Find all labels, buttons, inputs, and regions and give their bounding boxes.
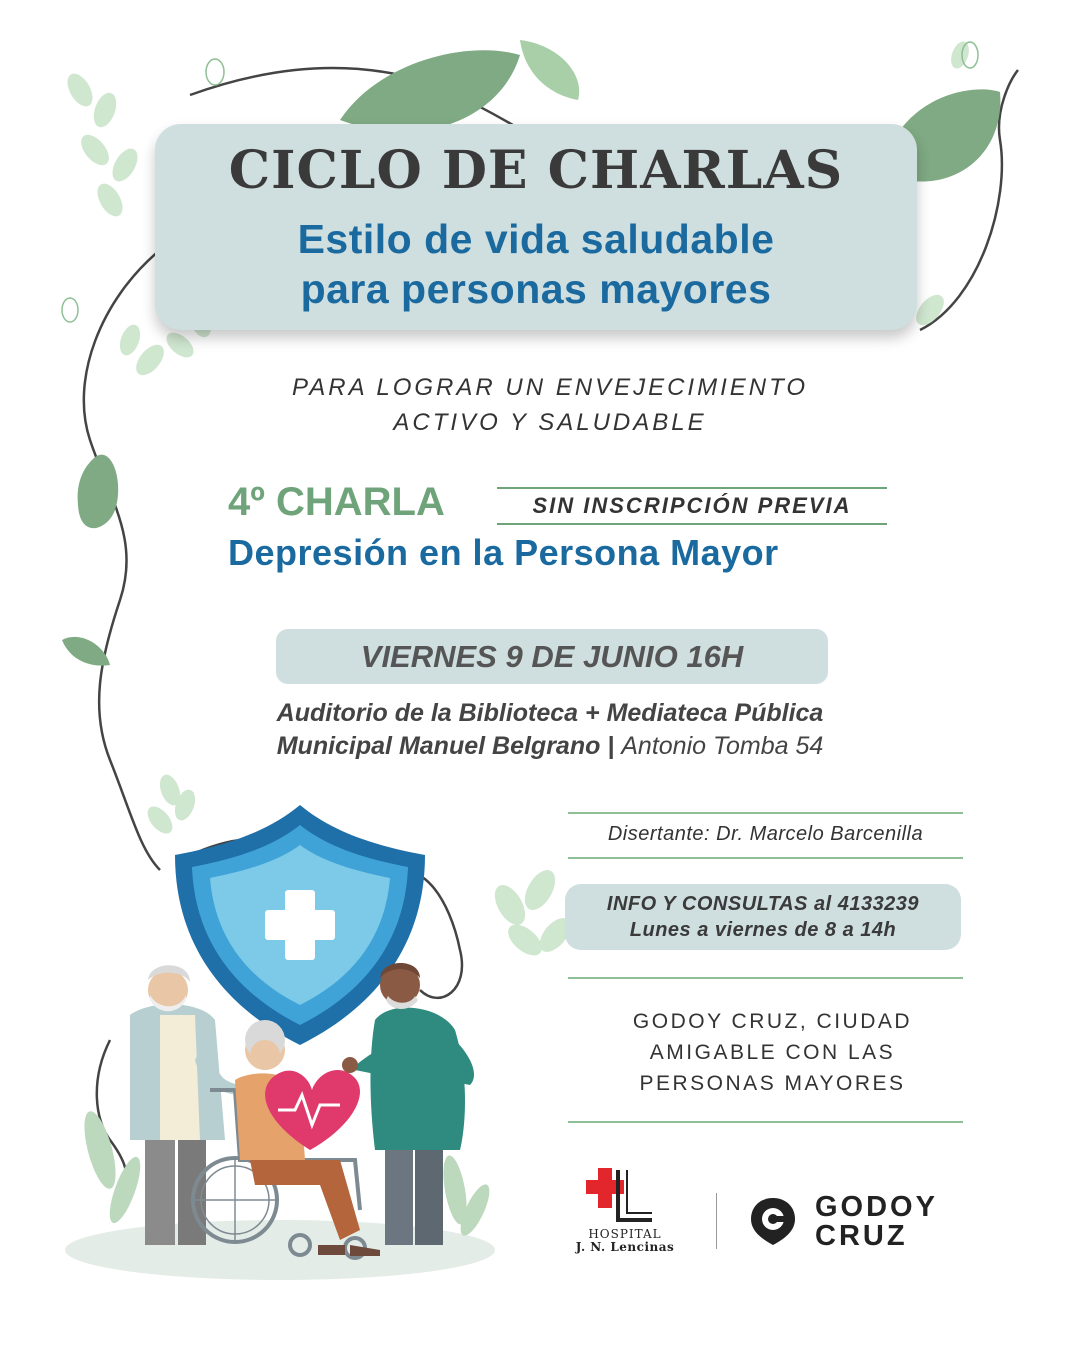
registration-note: SIN INSCRIPCIÓN PREVIA	[497, 487, 887, 525]
subtitle-line: para personas mayores	[300, 266, 772, 312]
elderly-man-left	[130, 965, 245, 1245]
page-title: CICLO DE CHARLAS	[228, 140, 844, 201]
hospital-subname: J. N. Lencinas	[575, 1240, 675, 1254]
leaf-icon	[78, 455, 119, 529]
venue-line	[190, 697, 910, 730]
shield-cross-icon	[175, 805, 425, 1045]
hospital-logo-text	[565, 1228, 685, 1254]
page-subtitle	[155, 214, 917, 314]
leaf-icon	[206, 59, 224, 85]
info-line: Lunes a viernes de 8 a 14h	[629, 919, 897, 941]
leaf-icon	[340, 50, 520, 131]
venue-street: Antonio Tomba 54	[621, 732, 824, 760]
divider	[568, 857, 963, 859]
info-box	[565, 884, 961, 950]
talk-number: 4º CHARLA	[228, 480, 445, 524]
godoy-cruz-logo-text	[815, 1193, 938, 1251]
divider	[568, 977, 963, 979]
hospital-cross-icon	[586, 1168, 666, 1228]
intro-text	[200, 370, 900, 440]
divider	[568, 812, 963, 814]
leaf-icon	[62, 637, 110, 666]
venue-line	[190, 730, 910, 763]
info-line: INFO Y CONSULTAS al 4133239	[606, 893, 920, 915]
godoy-cruz-logo-icon	[748, 1195, 798, 1247]
speaker-label: Disertante: Dr. Marcelo Barcenilla	[607, 823, 924, 845]
venue-address	[190, 697, 910, 763]
leaf-icon	[62, 298, 78, 322]
subtitle-line: Estilo de vida saludable	[297, 216, 775, 262]
closing-line: GODOY CRUZ, CIUDAD	[632, 1010, 913, 1033]
date-badge: VIERNES 9 DE JUNIO 16H	[276, 629, 828, 684]
venue-line1: Auditorio de la Biblioteca + Mediateca Pública	[276, 699, 824, 727]
venue-line2-bold: Municipal Manuel Belgrano |	[276, 732, 622, 760]
leaf-icon	[520, 40, 579, 100]
intro-line: ACTIVO Y SALUDABLE	[393, 409, 707, 436]
closing-line: PERSONAS MAYORES	[639, 1072, 906, 1095]
logo-divider	[716, 1193, 717, 1249]
talk-topic: Depresión en la Persona Mayor	[228, 532, 779, 573]
city-name-line: CRUZ	[815, 1220, 908, 1252]
divider	[568, 1121, 963, 1123]
closing-message	[580, 1006, 965, 1099]
closing-line: AMIGABLE CON LAS	[649, 1041, 896, 1064]
city-name-line: GODOY	[815, 1191, 938, 1223]
hospital-name: HOSPITAL	[588, 1227, 662, 1241]
intro-line: PARA LOGRAR UN ENVEJECIMIENTO	[292, 374, 808, 401]
